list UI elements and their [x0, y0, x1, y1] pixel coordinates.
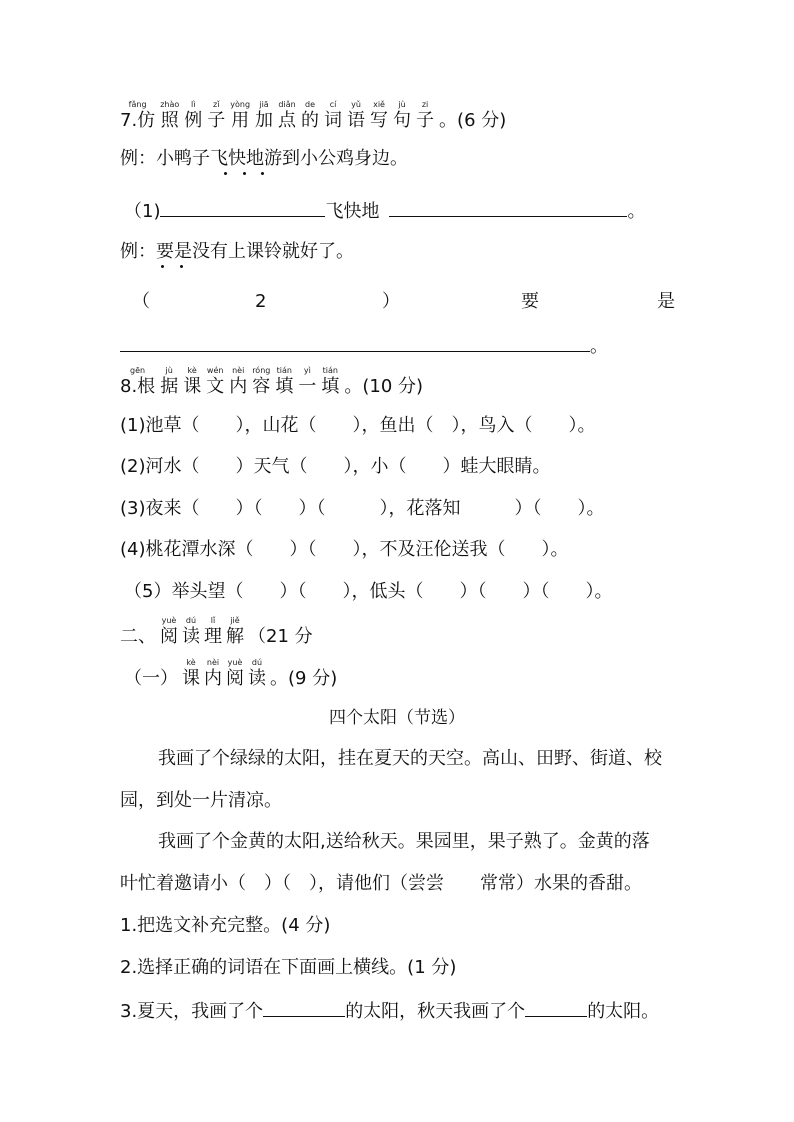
hanzi-text: 填 [321, 376, 340, 397]
pinyin-text: cí [329, 100, 337, 109]
q8-line-1: (1)池草（ ），山花（ ），鱼出（ ），鸟入（ ）。 [120, 415, 596, 436]
pinyin-char [182, 616, 200, 648]
passage-para-2-line-2: 叶忙着邀请小（ ）（ ），请他们（尝尝 常常）水果的香甜。 [120, 873, 642, 894]
section-2-subheading [124, 658, 337, 690]
passage-para-1-line-1: 我画了个绿绿的太阳，挂在夏天的天空。高山、田野、街道、校 [158, 748, 662, 769]
q7-item-2-word-shi: 是 [657, 291, 675, 312]
pinyin-text: yǔ [351, 100, 361, 109]
pinyin-char [184, 100, 202, 132]
q7-item-2-answer-line [120, 333, 608, 359]
q8-line-4: (4)桃花潭水深（ ）（ ），不及汪伦送我（ ）。 [120, 539, 569, 560]
reading-question-3-part-c: 的太阳。 [587, 1001, 660, 1022]
pinyin-char [230, 100, 250, 132]
pinyin-text: gēn [130, 366, 146, 375]
answer-blank[interactable] [160, 198, 325, 217]
pinyin-text: róng [252, 366, 271, 375]
hanzi-text: 加 [255, 110, 274, 131]
heading-suffix: 。(9 分) [270, 668, 338, 689]
pinyin-text: jù [165, 366, 173, 375]
hanzi-text: 句 [393, 110, 412, 131]
hanzi-text: 课 [183, 376, 202, 397]
q8-line-2: (2)河水（ ）天气（ ），小（ ）蛙大眼睛。 [120, 456, 551, 477]
pinyin-char [182, 658, 200, 690]
heading-suffix: （21 分 [248, 626, 313, 647]
pinyin-text: tián [322, 366, 339, 375]
answer-blank[interactable] [263, 998, 345, 1017]
pinyin-char [393, 100, 411, 132]
pinyin-char [321, 366, 339, 398]
answer-blank[interactable] [525, 998, 587, 1017]
hanzi-text: 解 [226, 626, 244, 647]
pinyin-char [255, 100, 273, 132]
pinyin-char [229, 366, 247, 398]
hanzi-text: 子 [207, 110, 226, 131]
pinyin-char [160, 366, 178, 398]
hanzi-text: 读 [248, 668, 266, 689]
pinyin-text: tián [276, 366, 293, 375]
pinyin-text: yì [303, 366, 311, 375]
hanzi-text: 阅 [160, 626, 178, 647]
pinyin-char [275, 366, 293, 398]
pinyin-char [204, 658, 222, 690]
q7-example-1: 例：小鸭子飞快地游到小公鸡身边。 [120, 148, 408, 169]
pinyin-char [160, 616, 178, 648]
pinyin-char [324, 100, 342, 132]
pinyin-char [120, 100, 155, 132]
pinyin-char [160, 100, 179, 132]
hanzi-text: 阅 [226, 668, 244, 689]
pinyin-text: diǎn [278, 100, 296, 109]
hanzi-text: （一） [124, 668, 178, 689]
hanzi-text: 语 [347, 110, 366, 131]
pinyin-text: wén [206, 366, 224, 375]
passage-para-1-line-2: 园，到处一片清凉。 [120, 790, 282, 811]
pinyin-char [301, 100, 319, 132]
hanzi-text: 一 [298, 376, 317, 397]
hanzi-text: 据 [160, 376, 179, 397]
hanzi-text: 的 [301, 110, 320, 131]
pinyin-char [120, 616, 156, 648]
pinyin-char [248, 658, 266, 690]
hanzi-text: 内 [229, 376, 248, 397]
answer-blank[interactable] [389, 198, 627, 217]
pinyin-char [206, 366, 224, 398]
hanzi-text: 二、 [120, 626, 156, 647]
q7-example-2: 例：要是没有上课铃就好了。 [120, 241, 354, 262]
pinyin-text: kè [187, 366, 197, 375]
reading-question-3-part-a: 3.夏天，我画了个 [120, 1001, 264, 1022]
pinyin-text: nèi [206, 658, 220, 667]
pinyin-char [416, 100, 434, 132]
pinyin-text: kè [186, 658, 196, 667]
pinyin-text: lǐ [210, 616, 216, 625]
hanzi-text: 填 [275, 376, 294, 397]
emphasis-dot [224, 172, 227, 175]
hanzi-text: 词 [324, 110, 343, 131]
heading-suffix: 。(6 分) [439, 110, 507, 131]
q7-item-2-close: ） [382, 291, 400, 312]
hanzi-text: 例 [184, 110, 203, 131]
hanzi-text: 文 [206, 376, 225, 397]
emphasis-dot [180, 265, 183, 268]
q7-item-2-word-yao: 要 [521, 291, 539, 312]
pinyin-text [120, 616, 156, 626]
pinyin-char [124, 658, 178, 690]
emphasis-dot [161, 265, 164, 268]
pinyin-text: jiě [230, 616, 240, 625]
q7-item-1 [124, 198, 645, 224]
pinyin-char [226, 658, 244, 690]
pinyin-char [298, 366, 316, 398]
q8-heading [120, 366, 423, 398]
pinyin-text: fǎng [128, 100, 147, 109]
q7-item-1-word: 飞快地 [325, 201, 380, 222]
pinyin-text: xiě [373, 100, 385, 109]
pinyin-text: jù [398, 100, 406, 109]
pinyin-text [124, 658, 178, 668]
emphasis-dot [243, 172, 246, 175]
hanzi-text: 子 [416, 110, 435, 131]
hanzi-text: 用 [231, 110, 250, 131]
q8-line-3: (3)夜来（ ）（ ）（ ），花落知 ）（ ）。 [120, 498, 605, 519]
q7-item-1-end: 。 [627, 201, 646, 222]
passage-title: 四个太阳（节选） [329, 708, 465, 728]
hanzi-text: 8.根 [120, 376, 156, 397]
section-2-heading [120, 616, 313, 648]
pinyin-text: yuè [227, 658, 243, 667]
reading-question-1: 1.把选文补充完整。(4 分) [120, 915, 331, 936]
heading-suffix: 。(10 分) [344, 376, 424, 397]
hanzi-text: 照 [160, 110, 179, 131]
hanzi-text: 内 [204, 668, 222, 689]
pinyin-text: dú [251, 658, 263, 667]
pinyin-text: nèi [232, 366, 245, 375]
hanzi-text: 课 [182, 668, 200, 689]
pinyin-text: yuè [161, 616, 177, 625]
pinyin-char [370, 100, 388, 132]
hanzi-text: 容 [252, 376, 271, 397]
reading-question-3-part-b: 的太阳，秋天我画了个 [345, 1001, 526, 1022]
pinyin-char [207, 100, 225, 132]
q7-item-1-prefix: （1) [124, 201, 161, 222]
pinyin-char [183, 366, 201, 398]
pinyin-char [226, 616, 244, 648]
reading-question-3 [120, 998, 659, 1024]
answer-blank[interactable] [120, 333, 590, 352]
pinyin-char [278, 100, 296, 132]
hanzi-text: 点 [278, 110, 297, 131]
pinyin-char [204, 616, 222, 648]
pinyin-text: yòng [230, 100, 251, 109]
q7-item-2-number: 2 [255, 291, 267, 312]
pinyin-text: zhào [160, 100, 180, 109]
pinyin-text: jiā [259, 100, 269, 109]
pinyin-text: de [305, 100, 316, 109]
q8-line-5: （5）举头望（ ）（ ），低头（ ）（ ）（ ）。 [124, 581, 613, 602]
reading-question-2: 2.选择正确的词语在下面画上横线。(1 分) [120, 957, 457, 978]
pinyin-text: zi [421, 100, 429, 109]
pinyin-char [252, 366, 270, 398]
hanzi-text: 理 [204, 626, 222, 647]
hanzi-text: 7.仿 [120, 110, 156, 131]
pinyin-char [347, 100, 365, 132]
pinyin-char [120, 366, 155, 398]
pinyin-text: zǐ [213, 100, 220, 109]
emphasis-dot [261, 172, 264, 175]
hanzi-text: 读 [182, 626, 200, 647]
pinyin-text: lì [191, 100, 196, 109]
pinyin-text: dú [185, 616, 197, 625]
q7-item-2-open: （ [132, 291, 150, 312]
passage-para-2-line-1: 我画了个金黄的太阳,送给秋天。果园里，果子熟了。金黄的落 [158, 831, 650, 852]
q7-item-2-end: 。 [590, 336, 608, 357]
q7-heading [120, 100, 506, 132]
hanzi-text: 写 [370, 110, 389, 131]
